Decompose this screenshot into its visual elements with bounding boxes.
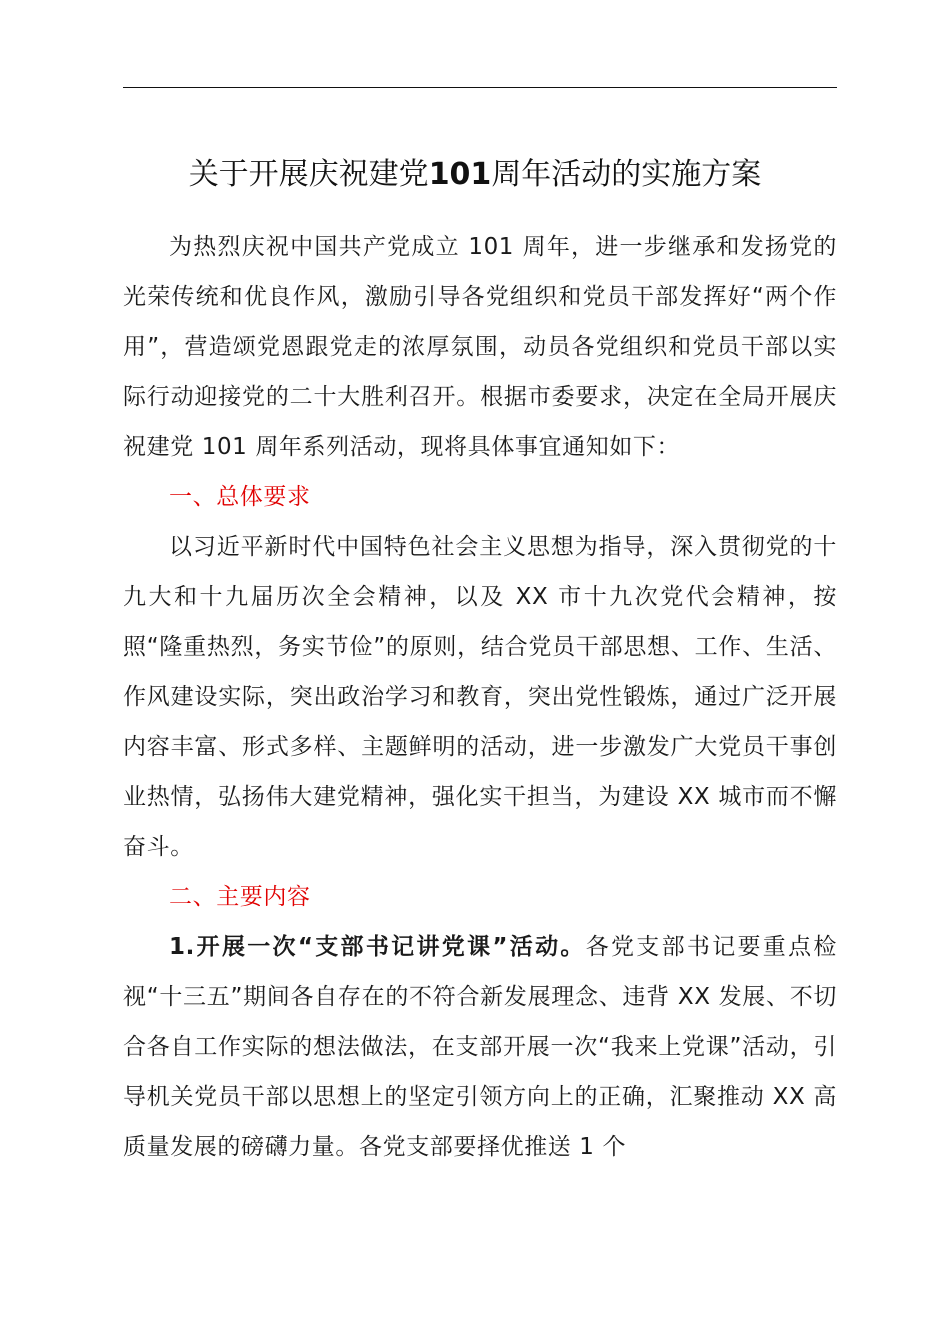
document-body xyxy=(123,222,837,1172)
document-title xyxy=(0,148,950,202)
item-1-paragraph xyxy=(123,922,837,1172)
title-suffix: 周年活动的实施方案 xyxy=(491,157,762,192)
header-rule xyxy=(123,87,837,88)
item-1-body: 各党支部书记要重点检视“十三五”期间各自存在的不符合新发展理念、违背 XX 发展、不切合各自工作实际的想法做法，在支部开展一次“我来上党课”活动，引导机关党员干部以思想上的坚定引领方向上的正确，汇聚推动 XX 高质量发展的磅礴力量。各党支部要择优推送 1 个 xyxy=(123,934,837,1160)
item-1-lead: 1.开展一次“支部书记讲党课”活动。 xyxy=(169,934,586,960)
section-heading-main-content: 二、主要内容 xyxy=(169,884,311,910)
intro-paragraph: 为热烈庆祝中国共产党成立 101 周年，进一步继承和发扬党的光荣传统和优良作风，激励引导各党组织和党员干部发挥好“两个作用”，营造颂党恩跟党走的浓厚氛围，动员各党组织和党员干部以实际行动迎接党的二十大胜利召开。根据市委要求，决定在全局开展庆祝建党 101 周年系列活动，现将具体事宜通知如下： xyxy=(123,234,837,460)
section-general-requirements-paragraph: 以习近平新时代中国特色社会主义思想为指导，深入贯彻党的十九大和十九届历次全会精神，以及 XX 市十九次党代会精神，按照“隆重热烈，务实节俭”的原则，结合党员干部思想、工作、生活、作风建设实际，突出政治学习和教育，突出党性锻炼，通过广泛开展内容丰富、形式多样、主题鲜明的活动，进一步激发广大党员干事创业热情，弘扬伟大建党精神，强化实干担当，为建设 XX 城市而不懈奋斗。 xyxy=(123,534,837,860)
section-heading-general-requirements: 一、总体要求 xyxy=(169,484,311,510)
title-prefix: 关于开展庆祝建党 xyxy=(188,157,429,192)
title-number: 101 xyxy=(428,157,492,192)
